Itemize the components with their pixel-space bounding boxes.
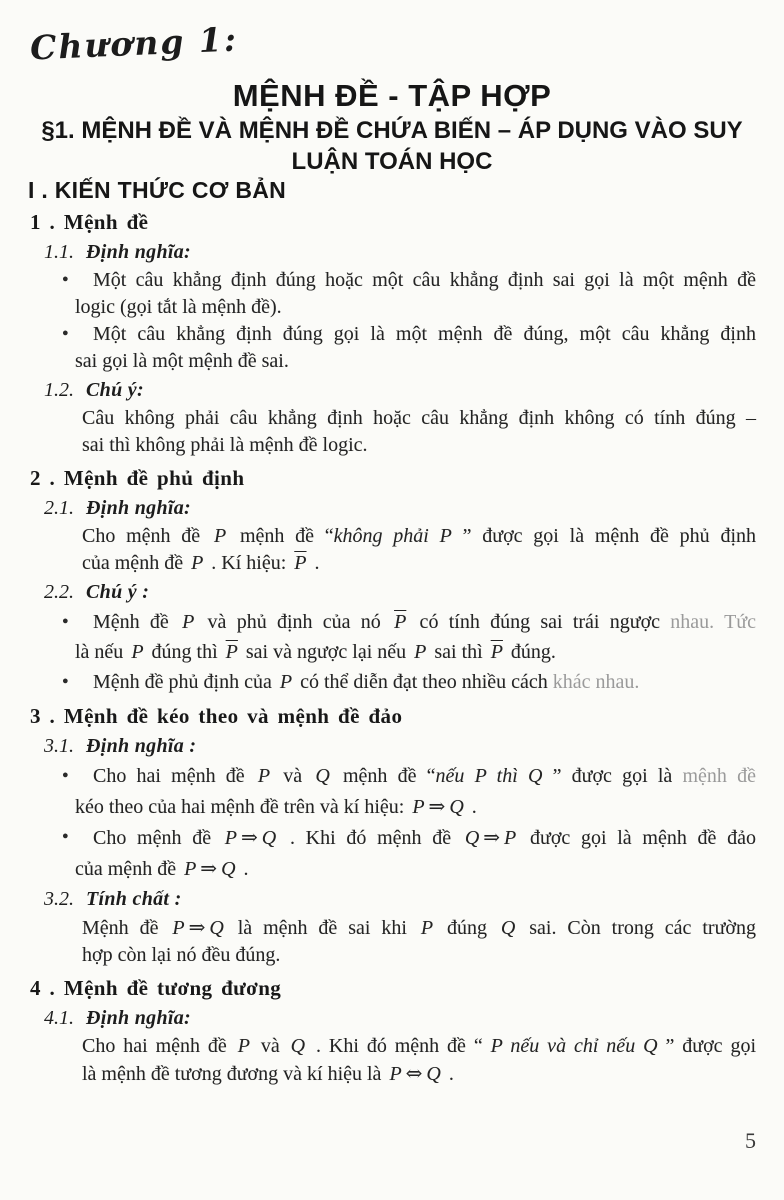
sub-heading-label: Chú ý : [86, 581, 150, 603]
bullet-icon: ● [62, 769, 69, 781]
page-title: MỆNH ĐỀ - TẬP HỢP [232, 78, 552, 113]
text-line: Câu không phải câu khẳng định hoặc câu khẳng định không có tính đúng – [82, 407, 756, 429]
sub-heading [44, 495, 756, 522]
sub-heading-number: 2.2. [44, 581, 74, 603]
bullet-item [62, 822, 757, 884]
text-line: hợp còn lại nó đều đúng. [82, 944, 281, 966]
text-line: Một câu khẳng định đúng gọi là một mệnh đề đúng, một câu khẳng định [93, 323, 756, 345]
section-heading: 3 . Mệnh đề kéo theo và mệnh đề đảo [30, 704, 403, 728]
sub-heading [44, 377, 756, 404]
bullet-icon: ● [62, 327, 69, 339]
text-line: Mệnh đề phủ định của P có thể diễn đạt theo nhiều cách khác nhau. [93, 671, 640, 693]
sub-heading [44, 886, 756, 913]
bullet-item [62, 667, 756, 697]
part-heading: I . KIẾN THỨC CƠ BẢN [28, 177, 287, 203]
section-heading: 2 . Mệnh đề phủ định [30, 466, 245, 490]
text-line: Cho hai mệnh đề P và Q . Khi đó mệnh đề “ P nếu và chỉ nếu Q ” được gọi [82, 1035, 756, 1057]
bullet-icon: ● [62, 615, 69, 627]
text-line: Cho hai mệnh đề P và Q mệnh đề “nếu P thì Q ” được gọi là mệnh đề [93, 765, 756, 787]
text-line: Cho mệnh đề P ⇒ Q . Khi đó mệnh đề Q ⇒ P được gọi là mệnh đề đảo [93, 825, 757, 849]
bullet-icon: ● [62, 830, 69, 842]
bullet-icon: ● [62, 273, 69, 285]
sub-heading-number: 1.2. [44, 379, 74, 401]
content-blocks [0, 203, 784, 1088]
text-line: của mệnh đề P . Kí hiệu: $\overline{P}$ . [82, 552, 320, 574]
sub-heading [44, 239, 756, 266]
chapter-script-label: Chương 1: [29, 19, 239, 68]
sub-heading-label: Định nghĩa: [86, 1007, 192, 1029]
text-line: sai thì không phải là mệnh đề logic. [82, 434, 368, 456]
sub-heading [44, 733, 756, 760]
bullet-item [62, 321, 756, 375]
bullet-item [62, 267, 756, 321]
text-line: của mệnh đề P ⇒ Q . [75, 856, 249, 880]
paragraph [82, 1033, 756, 1088]
sub-heading-label: Định nghĩa: [86, 241, 192, 263]
page-number: 5 [745, 1128, 756, 1153]
sub-heading-number: 3.2. [44, 888, 74, 910]
text-line: sai gọi là một mệnh đề sai. [75, 350, 289, 372]
sub-heading-label: Tính chất : [86, 888, 182, 910]
section-title-line2: LUẬN TOÁN HỌC [291, 148, 493, 175]
bullet-item [62, 761, 756, 822]
paragraph [82, 523, 756, 577]
text-line: Cho mệnh đề P mệnh đề “không phải P ” được gọi là mệnh đề phủ định [82, 525, 756, 547]
text-line: Một câu khẳng định đúng hoặc một câu khẳng định sai gọi là một mệnh đề [93, 269, 756, 291]
section-heading: 4 . Mệnh đề tương đương [30, 976, 282, 1000]
section-heading: 1 . Mệnh đề [30, 210, 149, 234]
text-line: là mệnh đề tương đương và kí hiệu là P ⇔ Q . [82, 1061, 454, 1085]
paragraph [82, 914, 756, 969]
text-line: logic (gọi tắt là mệnh đề). [75, 296, 282, 318]
sub-heading-label: Chú ý: [86, 379, 144, 401]
sub-heading-number: 1.1. [44, 241, 74, 263]
sub-heading-number: 4.1. [44, 1007, 74, 1029]
sub-heading-label: Định nghĩa : [86, 735, 197, 757]
sub-heading-number: 2.1. [44, 497, 74, 519]
text-line: Mệnh đề P ⇒ Q là mệnh đề sai khi P đúng Q sai. Còn trong các trường [82, 915, 756, 939]
sub-heading-number: 3.1. [44, 735, 74, 757]
sub-heading [44, 1005, 756, 1032]
sub-heading-label: Định nghĩa: [86, 497, 192, 519]
text-line: là nếu P đúng thì $\overline{P}$ sai và ngược lại nếu P sai thì $\overline{P}$ đúng. [75, 641, 556, 663]
paragraph [82, 405, 756, 459]
section-title-line1: §1. MỆNH ĐỀ VÀ MỆNH ĐỀ CHỨA BIẾN – ÁP DỤNG VÀO SUY [41, 117, 743, 144]
text-line: Mệnh đề P và phủ định của nó $\overline{P}$ có tính đúng sai trái ngược nhau. Tức [93, 611, 757, 633]
bullet-item [62, 607, 757, 667]
bullet-icon: ● [62, 675, 69, 687]
text-line: kéo theo của hai mệnh đề trên và kí hiệu: P ⇒ Q . [75, 794, 477, 818]
sub-heading [44, 579, 756, 606]
